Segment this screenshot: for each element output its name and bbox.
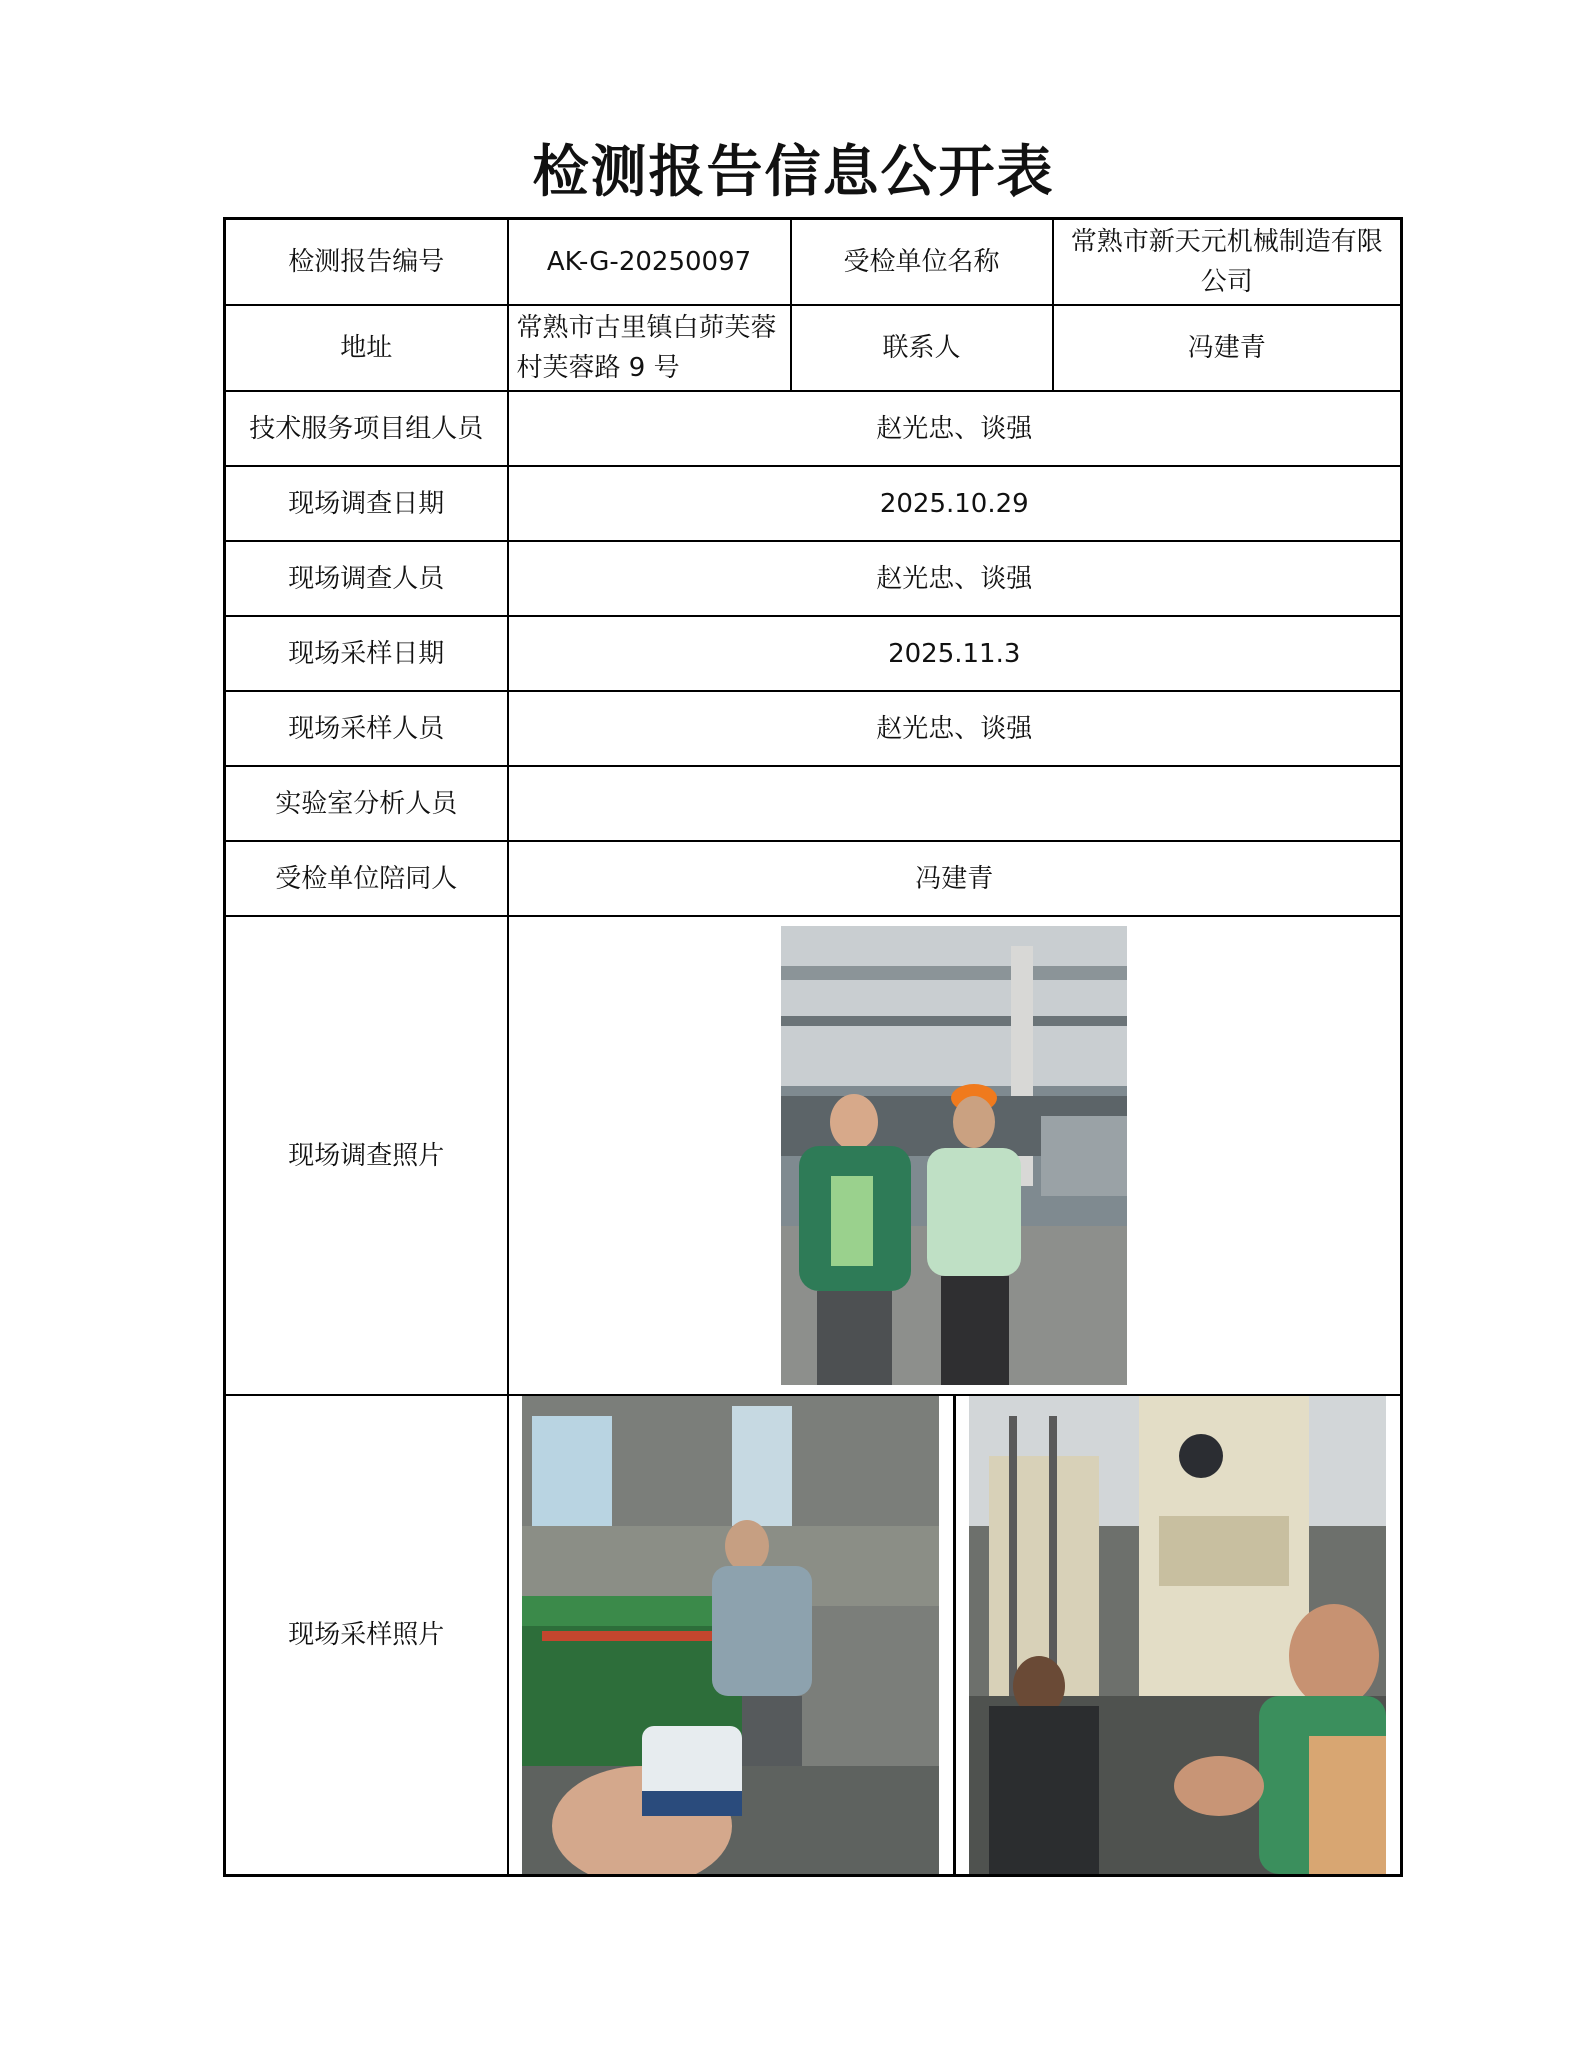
- table-row: [225, 916, 1402, 1395]
- sampling-photo-cell: [508, 1395, 1402, 1876]
- survey-photo: [781, 926, 1127, 1385]
- table-row: [225, 766, 1402, 841]
- team-label: 技术服务项目组人员: [225, 391, 508, 466]
- address-label: 地址: [225, 305, 508, 391]
- sampling-photo-1: [522, 1396, 939, 1874]
- survey-photo-image: [781, 926, 1127, 1385]
- report-no-label: 检测报告编号: [225, 219, 508, 306]
- escort-label: 受检单位陪同人: [225, 841, 508, 916]
- sampling-photo-1-frame: [509, 1396, 956, 1874]
- table-row: [225, 391, 1402, 466]
- table-row: [225, 1395, 1402, 1876]
- survey-photo-cell: [508, 916, 1402, 1395]
- contact-value: 冯建青: [1053, 305, 1402, 391]
- report-no-value: AK-G-20250097: [508, 219, 791, 306]
- unit-name-value: 常熟市新天元机械制造有限公司: [1053, 219, 1402, 306]
- table-row: [225, 305, 1402, 391]
- sampling-date-label: 现场采样日期: [225, 616, 508, 691]
- sampling-date-value: 2025.11.3: [508, 616, 1402, 691]
- contact-label: 联系人: [791, 305, 1053, 391]
- sampling-photo-pair: [509, 1396, 1401, 1874]
- survey-date-label: 现场调查日期: [225, 466, 508, 541]
- address-value: 常熟市古里镇白茆芙蓉村芙蓉路 9 号: [508, 305, 791, 391]
- team-value: 赵光忠、谈强: [508, 391, 1402, 466]
- sampling-photo-2: [969, 1396, 1386, 1874]
- unit-name-label: 受检单位名称: [791, 219, 1053, 306]
- escort-value: 冯建青: [508, 841, 1402, 916]
- survey-photo-label: 现场调查照片: [225, 916, 508, 1395]
- sampling-photo-2-frame: [956, 1396, 1400, 1874]
- report-table: [223, 217, 1403, 1877]
- lab-staff-label: 实验室分析人员: [225, 766, 508, 841]
- sampling-staff-label: 现场采样人员: [225, 691, 508, 766]
- survey-staff-label: 现场调查人员: [225, 541, 508, 616]
- table-row: [225, 691, 1402, 766]
- lab-staff-value: [508, 766, 1402, 841]
- table-row: [225, 219, 1402, 306]
- survey-staff-value: 赵光忠、谈强: [508, 541, 1402, 616]
- table-row: [225, 466, 1402, 541]
- table-row: [225, 841, 1402, 916]
- sampling-photo-label: 现场采样照片: [225, 1395, 508, 1876]
- table-row: [225, 541, 1402, 616]
- page-title: 检测报告信息公开表: [532, 139, 1055, 205]
- survey-date-value: 2025.10.29: [508, 466, 1402, 541]
- sampling-staff-value: 赵光忠、谈强: [508, 691, 1402, 766]
- table-row: [225, 616, 1402, 691]
